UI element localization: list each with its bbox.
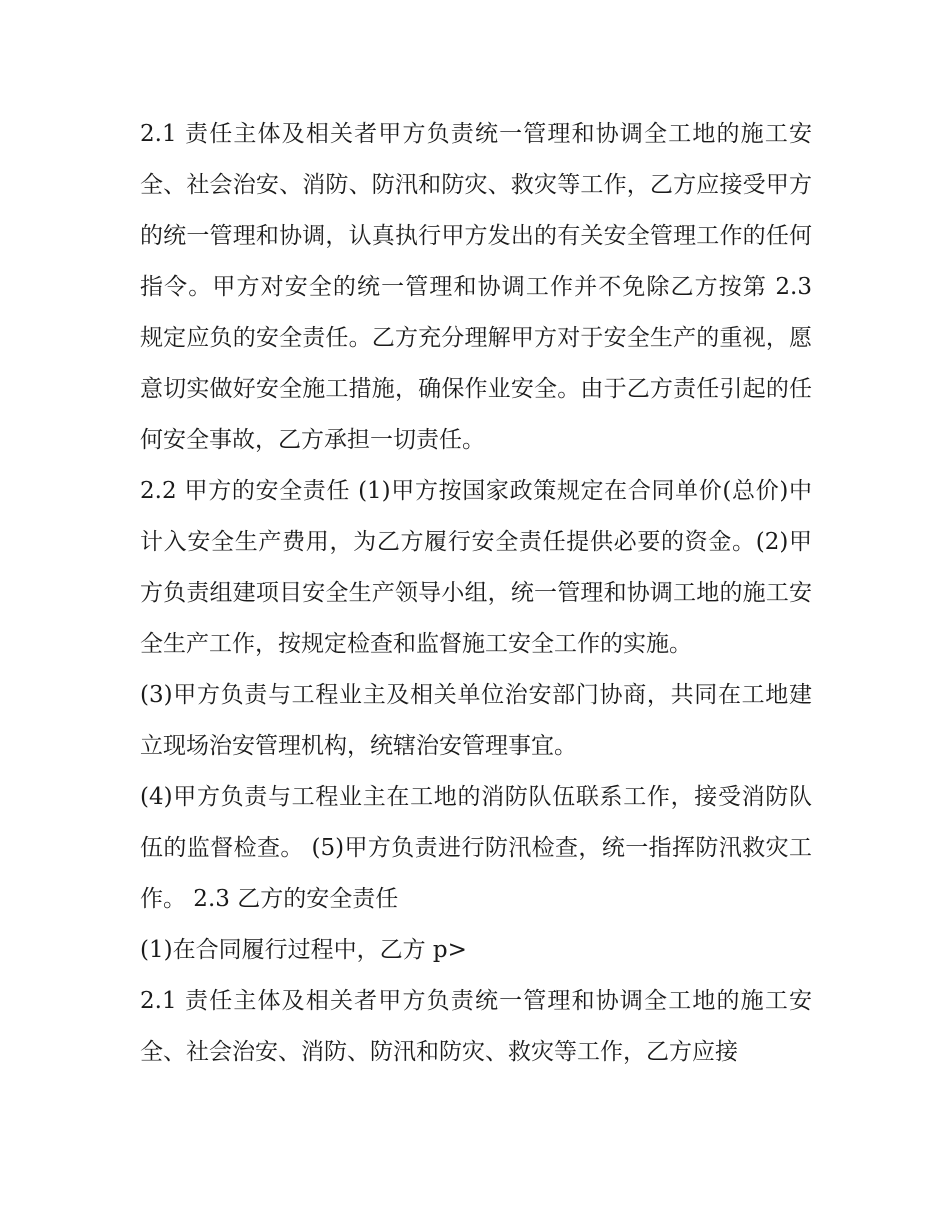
paragraph-2-1: 2.1 责任主体及相关者甲方负责统一管理和协调全工地的施工安全、社会治安、消防、防汛和防灾、救灾等工作，乙方应接受甲方的统一管理和协调，认真执行甲方发出的有关安全管理工作的任何指令。甲方对安全的统一管理和协调工作并不免除乙方按第 2.3 规定应负的安全责任。乙方充分理解甲方对于安全生产的重视，愿意切实做好安全施工措施，确保作业安全。由于乙方责任引起的任何安全事故，乙方承担一切责任。: [140, 121, 812, 453]
paragraph-2-1-repeat: 2.1 责任主体及相关者甲方负责统一管理和协调全工地的施工安全、社会治安、消防、防汛和防灾、救灾等工作，乙方应接: [140, 988, 812, 1065]
paragraph-2-2-3: (3)甲方负责与工程业主及相关单位治安部门协商，共同在工地建立现场治安管理机构，统辖治安管理事宜。: [140, 682, 812, 759]
paragraph-2-2: 2.2 甲方的安全责任 (1)甲方按国家政策规定在合同单价(总价)中计入安全生产费用，为乙方履行安全责任提供必要的资金。(2)甲方负责组建项目安全生产领导小组，统一管理和协调工地的施工安全生产工作，按规定检查和监督施工安全工作的实施。: [140, 478, 812, 657]
paragraph-2-3-1: (1)在合同履行过程中，乙方 p>: [140, 937, 467, 963]
paragraph-2-2-4: (4)甲方负责与工程业主在工地的消防队伍联系工作，接受消防队伍的监督检查。 (5)甲方负责进行防汛检查，统一指挥防汛救灾工作。 2.3 乙方的安全责任: [140, 784, 812, 912]
document-body: [140, 109, 812, 1078]
